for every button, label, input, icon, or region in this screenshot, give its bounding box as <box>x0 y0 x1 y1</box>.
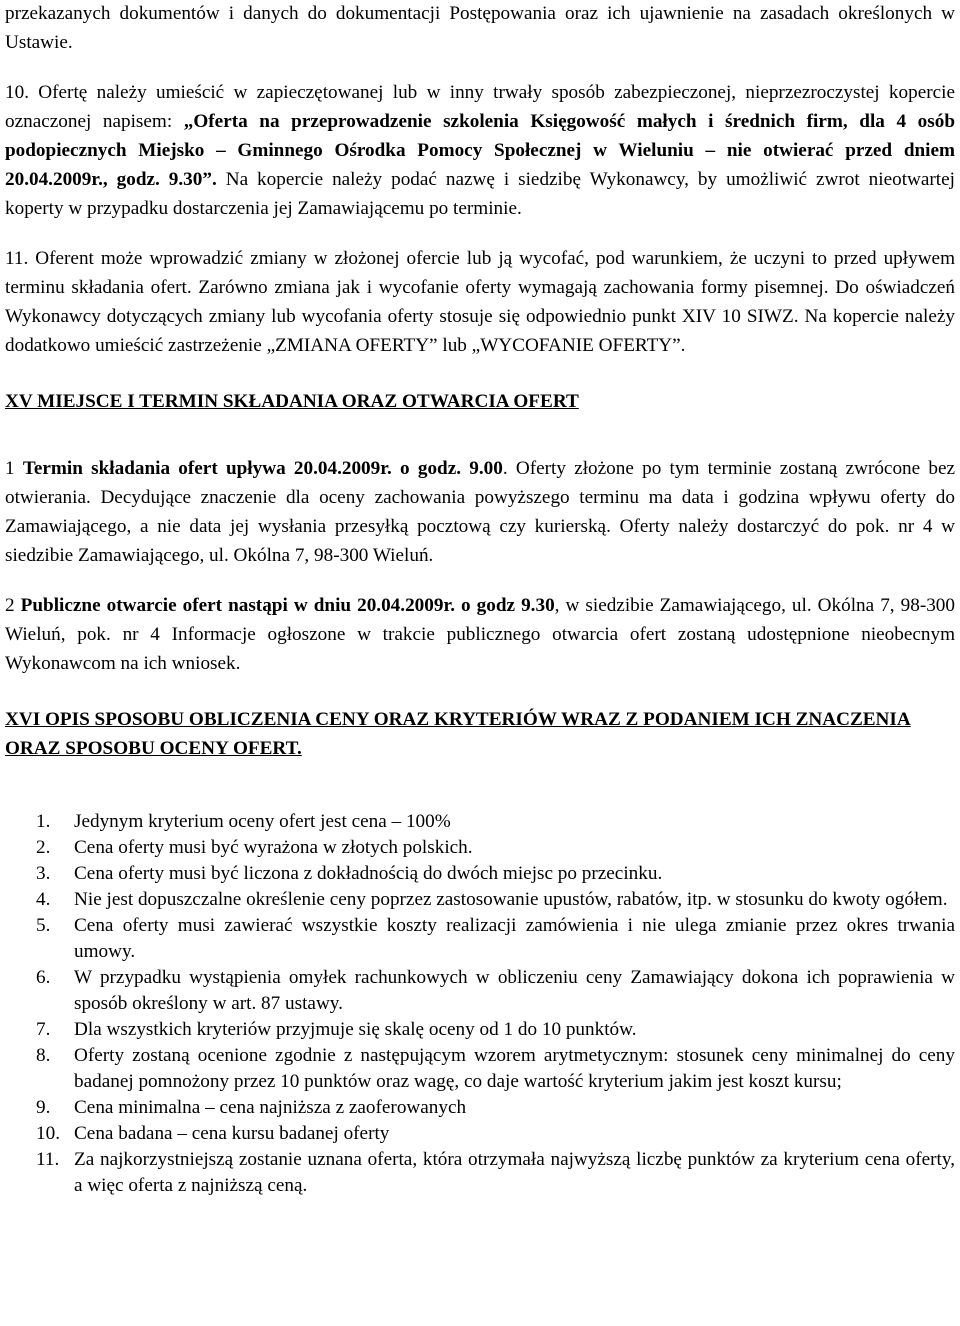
section-15-heading: XV MIEJSCE I TERMIN SKŁADANIA ORAZ OTWARCIA OFERT <box>5 391 579 412</box>
paragraph-10-text-b: Na kopercie należy podać nazwę i siedzibę Wykonawcy, by umożliwić zwrot nieotwartej koperty w przypadku dostarczenia jej Zamawiającemu po terminie. <box>5 169 955 219</box>
list-item <box>5 1147 955 1199</box>
list-item-text: Cena oferty musi zawierać wszystkie koszty realizacji zamówienia i nie ulega zmianie przez okres trwania umowy. <box>74 915 955 962</box>
document-page <box>5 0 955 1199</box>
list-item <box>5 1043 955 1095</box>
list-item-number: 8. <box>36 1045 51 1066</box>
section-16-heading: XVI OPIS SPOSOBU OBLICZENIA CENY ORAZ KRYTERIÓW WRAZ Z PODANIEM ICH ZNACZENIA ORAZ SPOSOBU OCENY OFERT. <box>5 709 911 759</box>
list-item-number: 7. <box>36 1019 51 1040</box>
list-item-number: 5. <box>36 915 51 936</box>
section-15-item-1-number: 1 <box>5 458 23 479</box>
list-item-number: 3. <box>36 863 51 884</box>
list-item-text: Nie jest dopuszczalne określenie ceny poprzez zastosowanie upustów, rabatów, itp. w stosunku do kwoty ogółem. <box>74 889 948 910</box>
criteria-list <box>5 809 955 1199</box>
list-item-text: Oferty zostaną ocenione zgodnie z następującym wzorem arytmetycznym: stosunek ceny minimalnej do ceny badanej pomnożony przez 10 punktów oraz wagę, co daje wartość kryterium jakim jest koszt kursu; <box>74 1045 955 1092</box>
list-item-number: 6. <box>36 967 51 988</box>
list-item <box>5 1121 955 1147</box>
intro-text: przekazanych dokumentów i danych do dokumentacji Postępowania oraz ich ujawnienie na zasadach określonych w Ustawie. <box>5 3 955 53</box>
paragraph-10-envelope-label: „Oferta na przeprowadzenie szkolenia Księgowość małych i średnich firm, dla 4 osób podopiecznych Miejsko – Gminnego Ośrodka Pomocy Społecznej w Wieluniu – nie otwierać przed dniem 20.04.2009r., godz. 9.30”. <box>5 111 955 190</box>
section-15-item-2-opening: Publiczne otwarcie ofert nastąpi w dniu 20.04.2009r. o godz 9.30 <box>20 595 555 616</box>
list-item-number: 9. <box>36 1097 51 1118</box>
section-15-item-1-deadline: Termin składania ofert upływa 20.04.2009r. o godz. 9.00 <box>22 458 503 479</box>
list-item-number: 11. <box>36 1149 60 1170</box>
section-15-item-2-number: 2 <box>5 595 21 616</box>
paragraph-10-text-a: 10. Ofertę należy umieścić w zapieczętowanej lub w inny trwały sposób zabezpieczonej, nieprzezroczystej kopercie oznaczonej napisem: <box>5 82 955 132</box>
list-item <box>5 887 955 913</box>
list-item-number: 10. <box>36 1123 60 1144</box>
list-item-text: Jedynym kryterium oceny ofert jest cena – 100% <box>74 811 451 832</box>
list-item-text: Cena minimalna – cena najniższa z zaoferowanych <box>74 1097 467 1118</box>
list-item <box>5 1095 955 1121</box>
list-item-text: Cena oferty musi być liczona z dokładnością do dwóch miejsc po przecinku. <box>74 863 663 884</box>
list-item-text: Dla wszystkich kryteriów przyjmuje się skalę oceny od 1 do 10 punktów. <box>74 1019 637 1040</box>
list-item <box>5 1017 955 1043</box>
list-item-text: Cena badana – cena kursu badanej oferty <box>74 1123 390 1144</box>
list-item <box>5 965 955 1017</box>
intro-paragraph <box>5 0 955 57</box>
list-item <box>5 809 955 835</box>
paragraph-10 <box>5 78 955 223</box>
list-item-text: Cena oferty musi być wyrażona w złotych polskich. <box>74 837 473 858</box>
list-item <box>5 835 955 861</box>
paragraph-11 <box>5 244 955 360</box>
section-15-item-1 <box>5 454 955 570</box>
list-item-text: W przypadku wystąpienia omyłek rachunkowych w obliczeniu ceny Zamawiający dokona ich poprawienia w sposób określony w art. 87 ustawy. <box>74 967 955 1014</box>
list-item-number: 1. <box>36 811 51 832</box>
list-item <box>5 913 955 965</box>
list-item-number: 2. <box>36 837 51 858</box>
section-15-item-2-text: , w siedzibie Zamawiającego, ul. Okólna 7, 98-300 Wieluń, pok. nr 4 Informacje ogłoszone w trakcie publicznego otwarcia ofert zostaną udostępnione nieobecnym Wykonawcom na ich wniosek. <box>5 595 955 674</box>
paragraph-11-text: 11. Oferent może wprowadzić zmiany w złożonej ofercie lub ją wycofać, pod warunkiem, że uczyni to przed upływem terminu składania ofert. Zarówno zmiana jak i wycofanie oferty wymagają zachowania formy pisemnej. Do oświadczeń Wykonawcy dotyczących zmiany lub wycofania oferty stosuje się odpowiednio punkt XIV 10 SIWZ. Na kopercie należy dodatkowo umieścić zastrzeżenie „ZMIANA OFERTY” lub „WYCOFANIE OFERTY”. <box>5 248 955 356</box>
list-item-number: 4. <box>36 889 51 910</box>
section-15-item-1-text: . Oferty złożone po tym terminie zostaną zwrócone bez otwierania. Decydujące znaczenie dla oceny zachowania powyższego terminu ma data i godzina wpływu oferty do Zamawiającego, a nie data jej wysłania przesyłką pocztową czy kurierską. Oferty należy dostarczyć do pok. nr 4 w siedzibie Zamawiającego, ul. Okólna 7, 98-300 Wieluń. <box>5 458 956 566</box>
section-15-item-2 <box>5 591 955 678</box>
list-item-text: Za najkorzystniejszą zostanie uznana oferta, która otrzymała najwyższą liczbę punktów za kryterium cena oferty, a więc oferta z najniższą ceną. <box>74 1149 955 1196</box>
list-item <box>5 861 955 887</box>
